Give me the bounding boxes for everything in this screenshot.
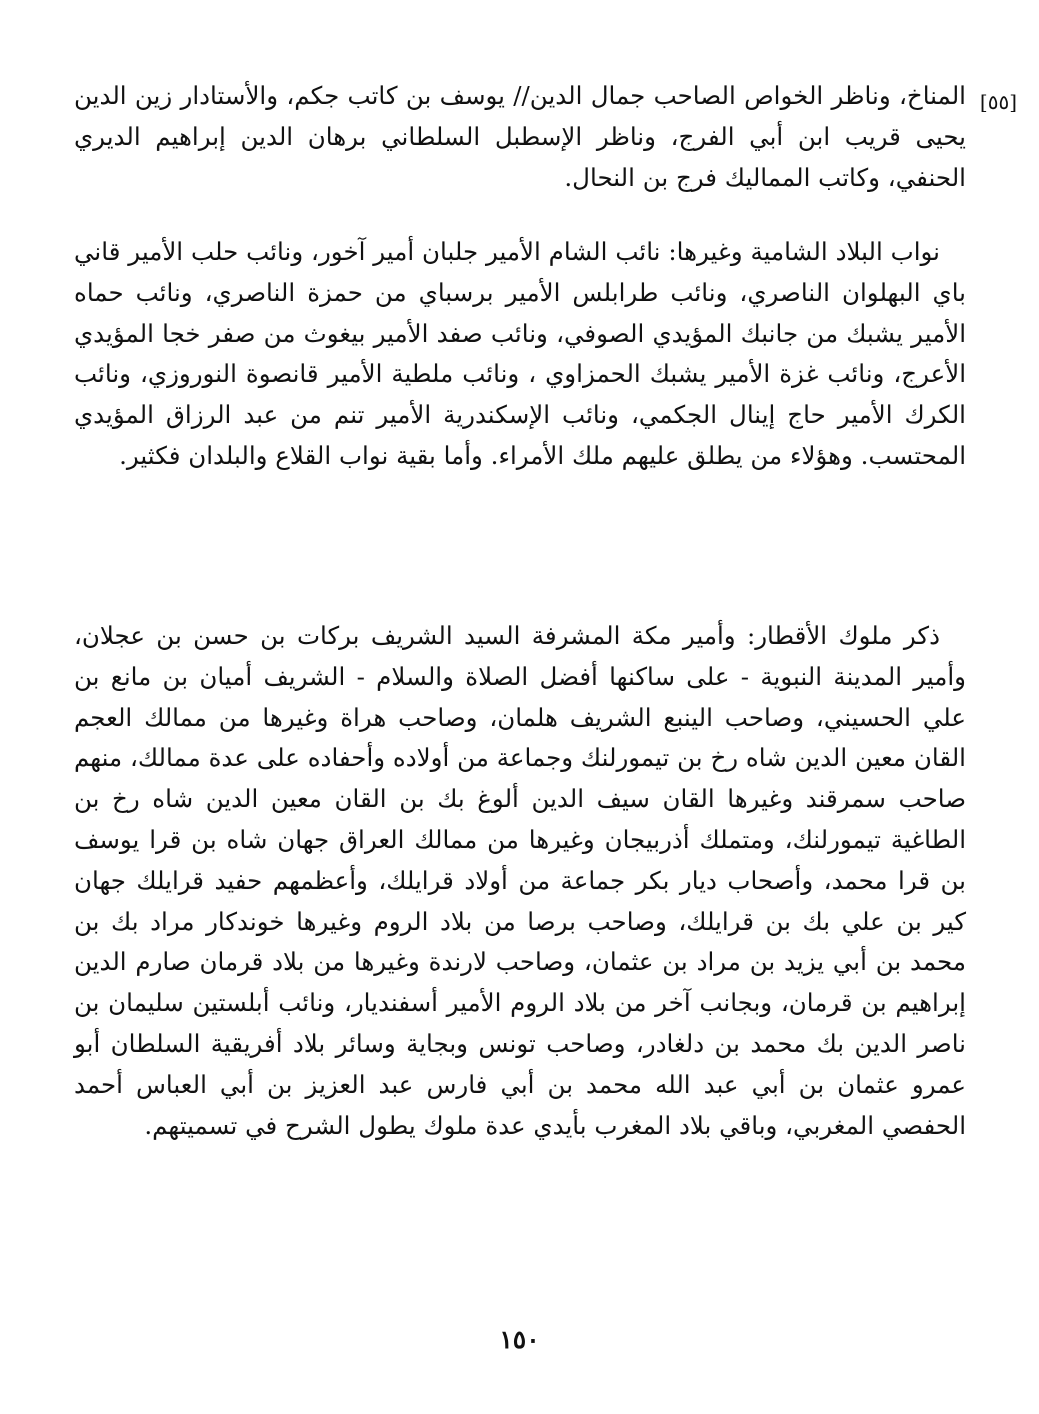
paragraph-text: ذكر ملوك الأقطار: وأمير مكة المشرفة السيد الشريف بركات بن حسن بن عجلان، وأمير المدينة النبوية - على ساكنها أفضل الصلاة والسلام - الشريف أميان بن مانع بن علي الحسيني، وصاحب الينبع الشريف هلمان، وصاحب هراة وغيرها من ممالك العجم القان معين الدين شاه رخ بن تيمورلنك وجماعة من أولاده وأحفاده على عدة ممالك، منهم صاحب سمرقند وغيرها القان سيف الدين ألوغ بك بن القان معين الدين شاه رخ بن الطاغية تيمورلنك، ومتملك أذربيجان وغيرها من ممالك العراق جهان شاه بن قرا يوسف بن قرا محمد، وأصحاب ديار بكر جماعة من أولاد قرايلك، وأعظمهم حفيد قرايلك جهان كير بن علي بك بن قرايلك، وصاحب برصا من بلاد الروم وغيرها خوندكار مراد بك بن محمد بن أبي يزيد بن مراد بن عثمان، وصاحب لارندة وغيرها من بلاد قرمان صارم الدين إبراهيم بن قرمان، وبجانب آخر من بلاد الروم الأمير أسفنديار، ونائب أبلستين سليمان بن ناصر الدين بك محمد بن دلغادر، وصاحب تونس وبجاية وسائر بلاد أفريقية السلطان أبو عمرو عثمان بن أبي عبد الله محمد بن أبي فارس عبد العزيز بن أبي العباس أحمد الحفصي المغربي، وباقي بلاد المغرب بأيدي عدة ملوك يطول الشرح في تسميتهم. <box>74 621 966 1140</box>
paragraph-text: نواب البلاد الشامية وغيرها: نائب الشام الأمير جلبان أمير آخور، ونائب حلب الأمير قاني باي البهلوان الناصري، ونائب طرابلس الأمير برسباي من حمزة الناصري، ونائب حماه الأمير يشبك من جانبك المؤيدي الصوفي، ونائب صفد الأمير بيغوث من صفر خجا المؤيدي الأعرج، ونائب غزة الأمير يشبك الحمزاوي ، ونائب ملطية الأمير قانصوة النوروزي، ونائب الكرك الأمير حاج إينال الجكمي، ونائب الإسكندرية الأمير تنم من عبد الرزاق المؤيدي المحتسب. وهؤلاء من يطلق عليهم ملك الأمراء. وأما بقية نواب القلاع والبلدان فكثير. <box>74 237 966 470</box>
marginal-page-reference: [٥٥] <box>979 90 1017 114</box>
paragraph-office-holders <box>74 76 966 198</box>
page-number: ١٥٠ <box>499 1325 540 1354</box>
paragraph-syrian-governors <box>74 232 966 477</box>
paragraph-text: المناخ، وناظر الخواص الصاحب جمال الدين// يوسف بن كاتب جكم، والأستادار زين الدين يحيى قريب ابن أبي الفرج، وناظر الإسطبل السلطاني برهان الدين إبراهيم الديري الحنفي، وكاتب المماليك فرج بن النحال. <box>74 81 966 192</box>
paragraph-kings-of-regions <box>74 616 966 1146</box>
